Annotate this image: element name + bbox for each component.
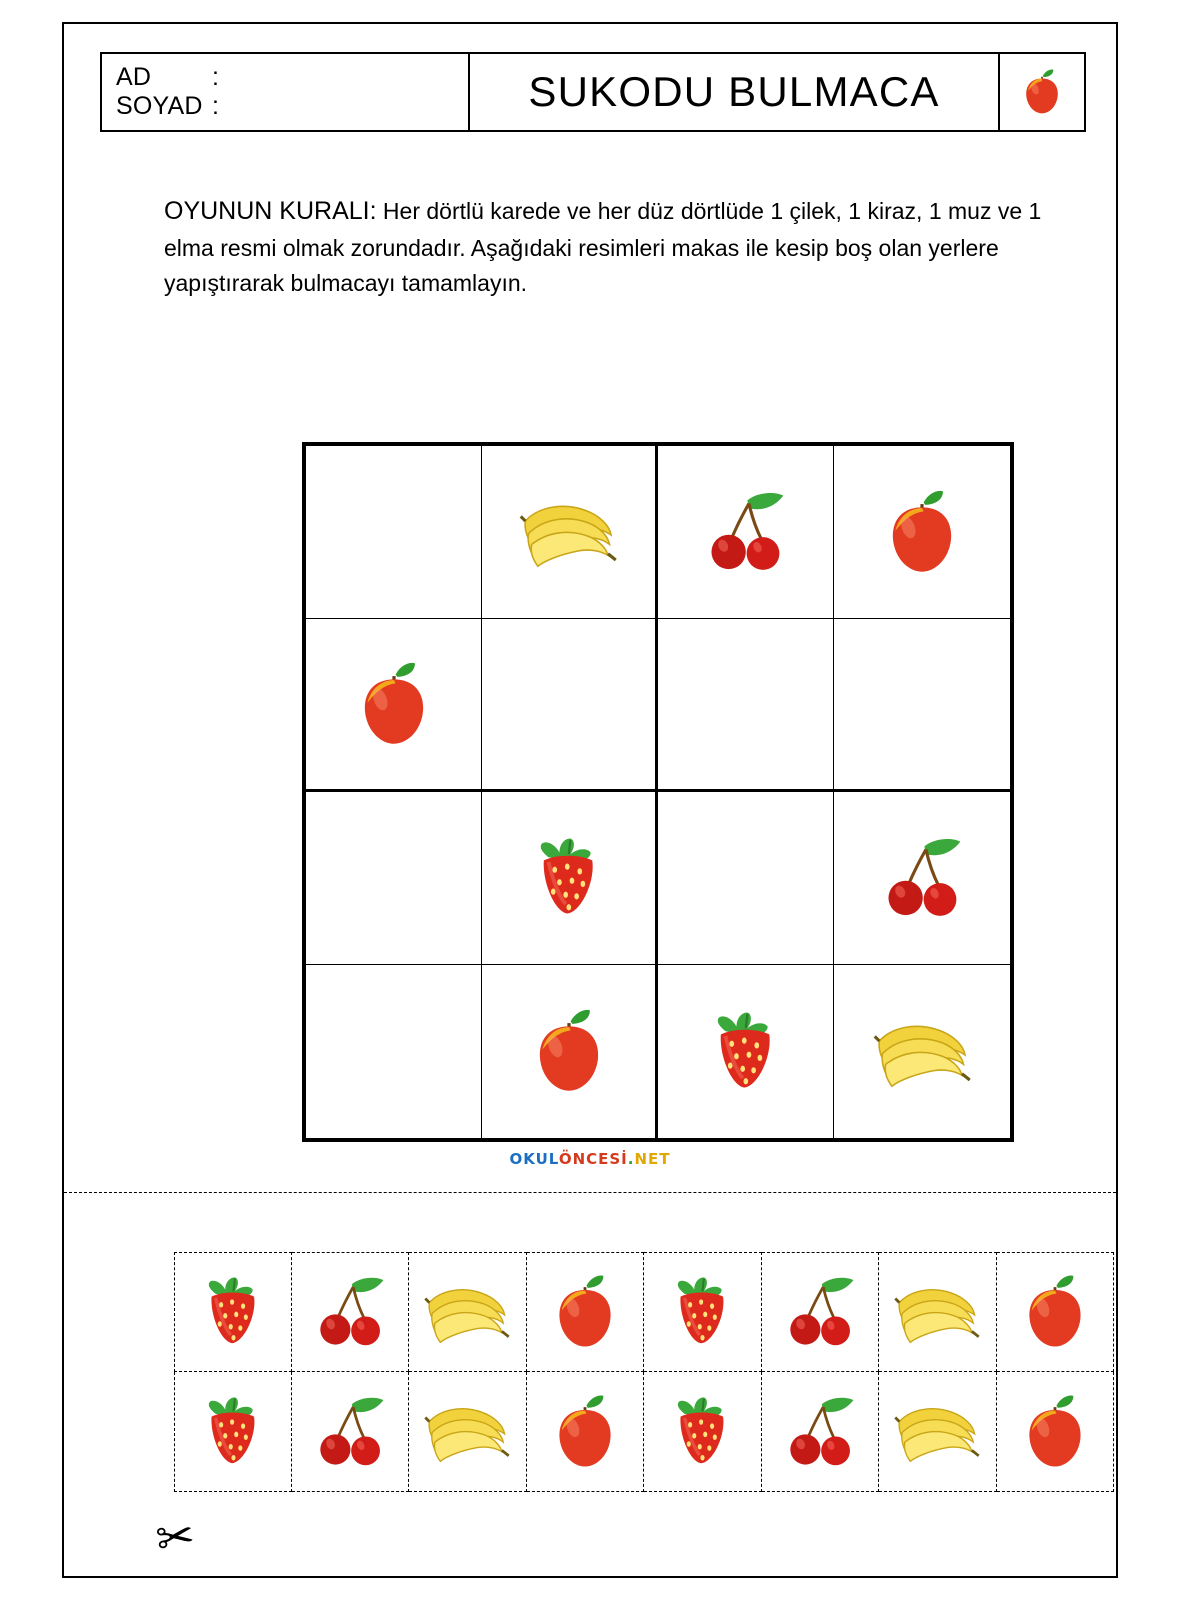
cutout-piece-strawberry[interactable] <box>174 1372 292 1492</box>
cherry-icon <box>312 1276 388 1348</box>
sudoku-cell-banana[interactable] <box>482 446 658 619</box>
apple-icon <box>353 660 435 749</box>
sudoku-cell-empty[interactable] <box>834 619 1010 792</box>
sudoku-cell-apple[interactable] <box>834 446 1010 619</box>
cutout-piece-cherry[interactable] <box>292 1372 410 1492</box>
sudoku-grid-wrapper <box>302 442 1014 1142</box>
page-title: SUKODU BULMACA <box>528 68 940 115</box>
strawberry-icon <box>195 1276 271 1348</box>
cutout-piece-apple[interactable] <box>997 1372 1115 1492</box>
sudoku-cell-banana[interactable] <box>834 965 1010 1138</box>
title-box <box>470 52 1000 132</box>
banana-icon <box>892 1278 982 1346</box>
name-row <box>116 63 468 93</box>
cutout-piece-banana[interactable] <box>879 1372 997 1492</box>
cutout-piece-apple[interactable] <box>527 1372 645 1492</box>
logo-box <box>1000 52 1086 132</box>
banana-icon <box>422 1278 512 1346</box>
cherry-icon <box>782 1396 858 1468</box>
cutout-piece-strawberry[interactable] <box>174 1252 292 1372</box>
cutout-piece-cherry[interactable] <box>762 1252 880 1372</box>
cherry-icon <box>879 837 965 919</box>
cutout-pieces <box>174 1252 1114 1492</box>
surname-colon: : <box>212 92 220 120</box>
watermark <box>64 1150 1116 1168</box>
sudoku-grid <box>302 442 1014 1142</box>
cut-line <box>64 1192 1116 1193</box>
cutout-piece-strawberry[interactable] <box>644 1372 762 1492</box>
watermark-part1: OKUL <box>509 1150 559 1168</box>
cutout-piece-apple[interactable] <box>997 1252 1115 1372</box>
strawberry-icon <box>664 1396 740 1468</box>
apple-icon <box>881 488 963 577</box>
rules-body: Her dörtlü karede ve her düz dörtlüde 1 çilek, 1 kiraz, 1 muz ve 1 elma resmi olmak zorundadır. Aşağıdaki resimleri makas ile kesip boş olan yerlere yapıştırarak bulmacayı tamamlayın. <box>164 198 1042 297</box>
sudoku-cell-apple[interactable] <box>482 965 658 1138</box>
watermark-part2: ÖNCESİ <box>558 1150 628 1168</box>
sudoku-cell-empty[interactable] <box>658 792 834 965</box>
sudoku-cell-empty[interactable] <box>306 446 482 619</box>
strawberry-icon <box>664 1276 740 1348</box>
sudoku-cell-strawberry[interactable] <box>658 965 834 1138</box>
cutout-piece-cherry[interactable] <box>762 1372 880 1492</box>
watermark-part4: NET <box>634 1150 671 1168</box>
cherry-icon <box>312 1396 388 1468</box>
cherry-icon <box>702 491 788 573</box>
apple-icon <box>1020 68 1064 116</box>
apple-icon <box>549 1393 621 1471</box>
strawberry-icon <box>525 837 611 919</box>
scissors-icon: ✂ <box>152 1507 199 1567</box>
cutout-piece-banana[interactable] <box>879 1252 997 1372</box>
apple-icon <box>549 1273 621 1351</box>
header <box>100 52 1086 132</box>
sudoku-cell-strawberry[interactable] <box>482 792 658 965</box>
banana-icon <box>517 493 620 571</box>
rules-text <box>164 192 1094 302</box>
surname-row <box>116 92 468 122</box>
sudoku-cell-empty[interactable] <box>306 965 482 1138</box>
student-name-box <box>100 52 470 132</box>
sudoku-cell-apple[interactable] <box>306 619 482 792</box>
cutout-piece-banana[interactable] <box>409 1372 527 1492</box>
cutout-piece-cherry[interactable] <box>292 1252 410 1372</box>
watermark-part3: . <box>627 1150 635 1168</box>
cherry-icon <box>782 1276 858 1348</box>
banana-icon <box>892 1397 982 1465</box>
cutout-piece-strawberry[interactable] <box>644 1252 762 1372</box>
banana-icon <box>422 1397 512 1465</box>
name-colon: : <box>212 62 220 91</box>
sudoku-cell-cherry[interactable] <box>658 446 834 619</box>
sudoku-cell-cherry[interactable] <box>834 792 1010 965</box>
worksheet-page <box>62 22 1118 1578</box>
cutout-piece-apple[interactable] <box>527 1252 645 1372</box>
surname-label: SOYAD <box>116 92 203 120</box>
strawberry-icon <box>195 1396 271 1468</box>
apple-icon <box>1019 1273 1091 1351</box>
sudoku-cell-empty[interactable] <box>306 792 482 965</box>
apple-icon <box>528 1007 610 1096</box>
cutout-piece-banana[interactable] <box>409 1252 527 1372</box>
banana-icon <box>871 1013 974 1091</box>
apple-icon <box>1019 1393 1091 1471</box>
sudoku-cell-empty[interactable] <box>482 619 658 792</box>
sudoku-cell-empty[interactable] <box>658 619 834 792</box>
strawberry-icon <box>702 1011 788 1093</box>
rules-heading: OYUNUN KURALI: <box>164 197 377 225</box>
name-label: AD <box>116 62 152 91</box>
